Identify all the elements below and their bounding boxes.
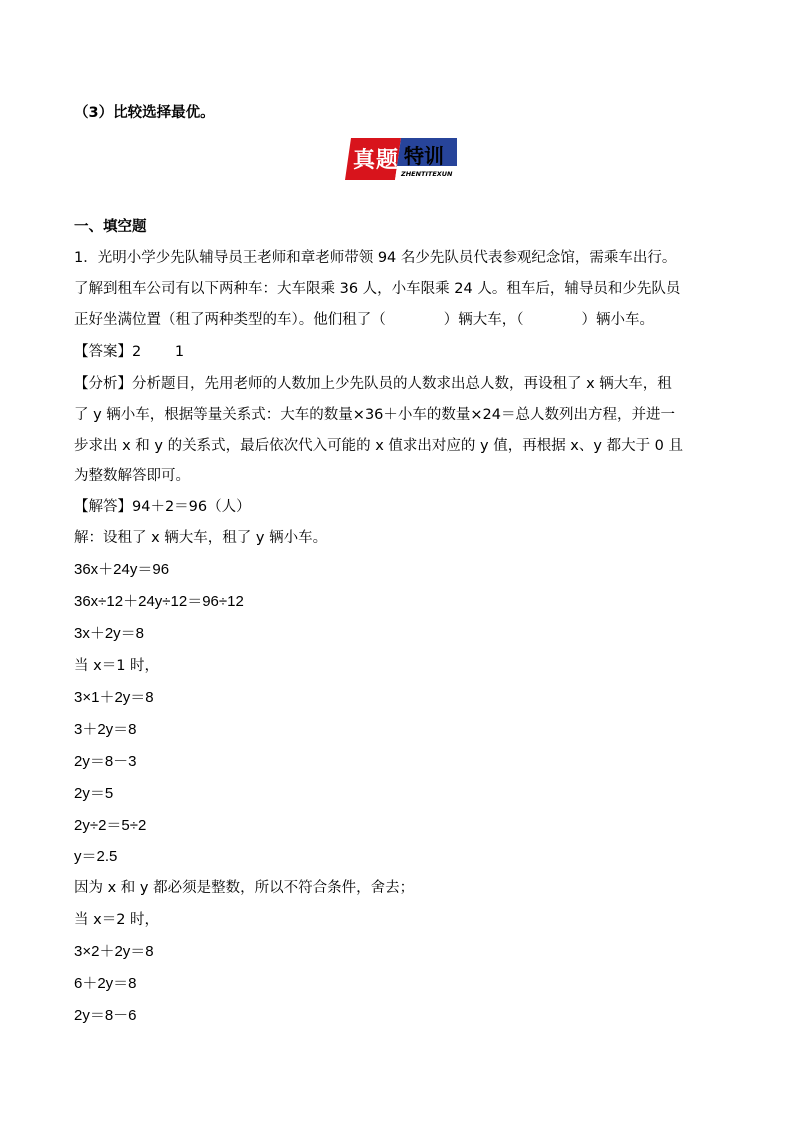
solution-line: 3×2＋2y＝8 — [74, 943, 154, 960]
question-line-2: 了解到租车公司有以下两种车：大车限乘 36 人，小车限乘 24 人。租车后，辅导员和少先队员 — [74, 281, 681, 297]
step-heading: （3）比较选择最优。 — [74, 105, 215, 121]
svg-text:ZHENTITEXUN: ZHENTITEXUN — [401, 170, 453, 178]
solution-line: y＝2.5 — [74, 848, 118, 865]
svg-text:真: 真 — [353, 148, 376, 173]
analysis-line-1: 【分析】分析题目，先用老师的人数加上少先队员的人数求出总人数，再设租了 x 辆大车，租 — [74, 376, 672, 392]
solution-line: 3×1＋2y＝8 — [74, 689, 154, 706]
solution-line: 2y＝8－6 — [74, 1007, 137, 1024]
solution-line: 当 x＝2 时， — [74, 912, 160, 928]
analysis-line-4: 为整数解答即可。 — [74, 468, 190, 484]
solution-line: 6＋2y＝8 — [74, 975, 137, 992]
svg-text:题: 题 — [376, 148, 399, 173]
solution-line: 因为 x 和 y 都必须是整数，所以不符合条件，舍去； — [74, 880, 415, 896]
solution-line: 2y＝5 — [74, 785, 114, 802]
solution-line: 36x÷12＋24y÷12＝96÷12 — [74, 593, 244, 610]
zhenti-texun-logo — [345, 136, 457, 182]
solution-line: 3x＋2y＝8 — [74, 625, 145, 642]
answer-line: 【答案】2 1 — [74, 344, 185, 360]
solution-line: 2y÷2＝5÷2 — [74, 817, 147, 834]
question-line-1: 1．光明小学少先队辅导员王老师和章老师带领 94 名少先队员代表参观纪念馆，需乘车出行。 — [74, 250, 677, 266]
question-line-3: 正好坐满位置（租了两种类型的车）。他们租了（ ）辆大车，（ ）辆小车。 — [74, 312, 654, 328]
solution-line: 【解答】94＋2＝96（人） — [74, 499, 251, 515]
analysis-line-3: 步求出 x 和 y 的关系式，最后依次代入可能的 x 值求出对应的 y 值，再根据 x、y 都大于 0 且 — [74, 438, 684, 454]
solution-line: 解：设租了 x 辆大车，租了 y 辆小车。 — [74, 530, 328, 546]
solution-line: 3＋2y＝8 — [74, 721, 137, 738]
solution-line: 2y＝8－3 — [74, 753, 137, 770]
solution-line: 当 x＝1 时， — [74, 658, 160, 674]
analysis-line-2: 了 y 辆小车，根据等量关系式：大车的数量×36＋小车的数量×24＝总人数列出方程，并进一 — [74, 407, 675, 423]
solution-line: 36x＋24y＝96 — [74, 561, 170, 578]
section-title: 一、填空题 — [74, 219, 147, 235]
svg-text:特训: 特训 — [404, 144, 444, 168]
